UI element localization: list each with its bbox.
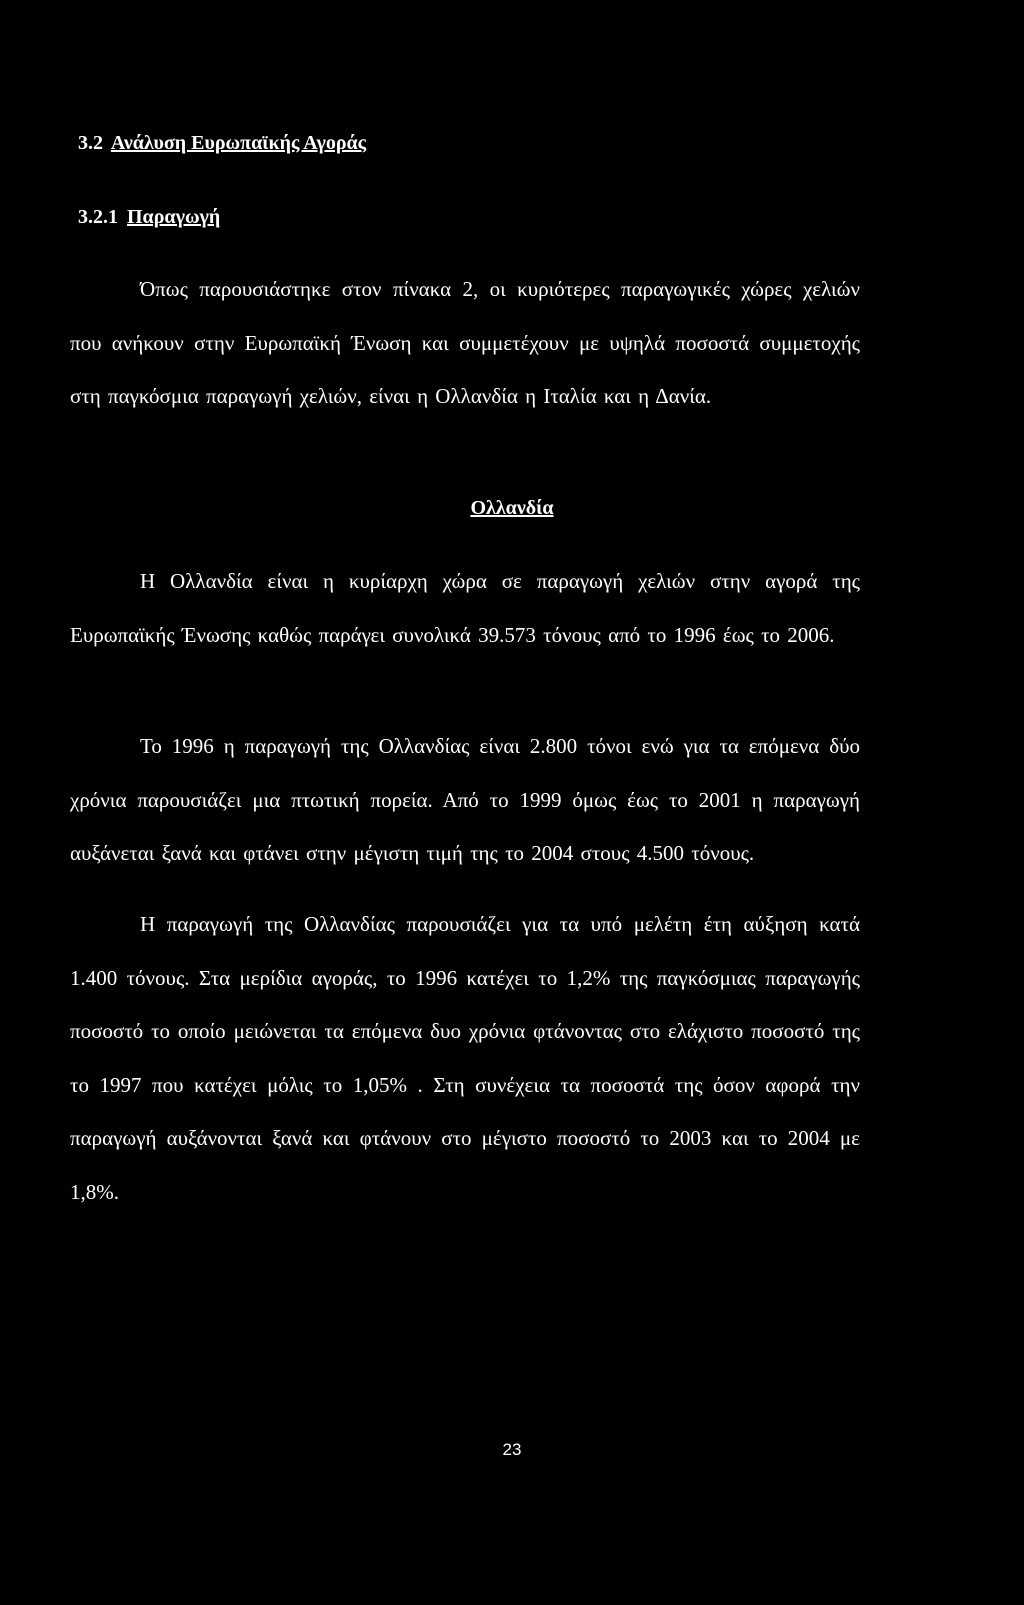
paragraph-1: Η Ολλανδία είναι η κυρίαρχη χώρα σε παραγωγή χελιών στην αγορά της Ευρωπαϊκής Ένωσης καθώς παράγει συνολικά 39.573 τόνους από το 1996 έως το 2006. [70, 569, 860, 647]
section-title: Ανάλυση Ευρωπαϊκής Αγοράς [110, 132, 367, 154]
paragraph-2: Το 1996 η παραγωγή της Ολλανδίας είναι 2.800 τόνοι ενώ για τα επόμενα δύο χρόνια παρουσιάζει μια πτωτική πορεία. Από το 1999 όμως έως το 2001 η παραγωγή αυξάνεται ξανά και φτάνει στην μέγιστη τιμή της το 2004 στους 4.500 τόνους. [70, 734, 860, 865]
section-number: 3.2 [78, 132, 103, 154]
subsection-title: Παραγωγή [127, 206, 221, 228]
section-heading [78, 131, 366, 155]
subsection-heading [78, 205, 220, 229]
intro-paragraph: Όπως παρουσιάστηκε στον πίνακα 2, οι κυριότερες παραγωγικές χώρες χελιών που ανήκουν στην Ευρωπαϊκή Ένωση και συμμετέχουν με υψηλά ποσοστά συμμετοχής στη παγκόσμια παραγωγή χελιών, είναι η Ολλανδία η Ιταλία και η Δανία. [70, 277, 860, 408]
paragraph-3: Η παραγωγή της Ολλανδίας παρουσιάζει για τα υπό μελέτη έτη αύξηση κατά 1.400 τόνους. Στα μερίδια αγοράς, το 1996 κατέχει το 1,2% της παγκόσμιας παραγωγής ποσοστό το οποίο μειώνεται τα επόμενα δυο χρόνια φτάνοντας στο ελάχιστο ποσοστό της το 1997 που κατέχει μόλις το 1,05% . Στη συνέχεια τα ποσοστά της όσον αφορά την παραγωγή αυξάνονται ξανά και φτάνουν στο μέγιστο ποσοστό το 2003 και το 2004 με 1,8%. [70, 912, 860, 1204]
page-number: 23 [502, 1440, 522, 1459]
country-heading: Ολλανδία [470, 497, 554, 519]
subsection-number: 3.2.1 [78, 206, 118, 228]
